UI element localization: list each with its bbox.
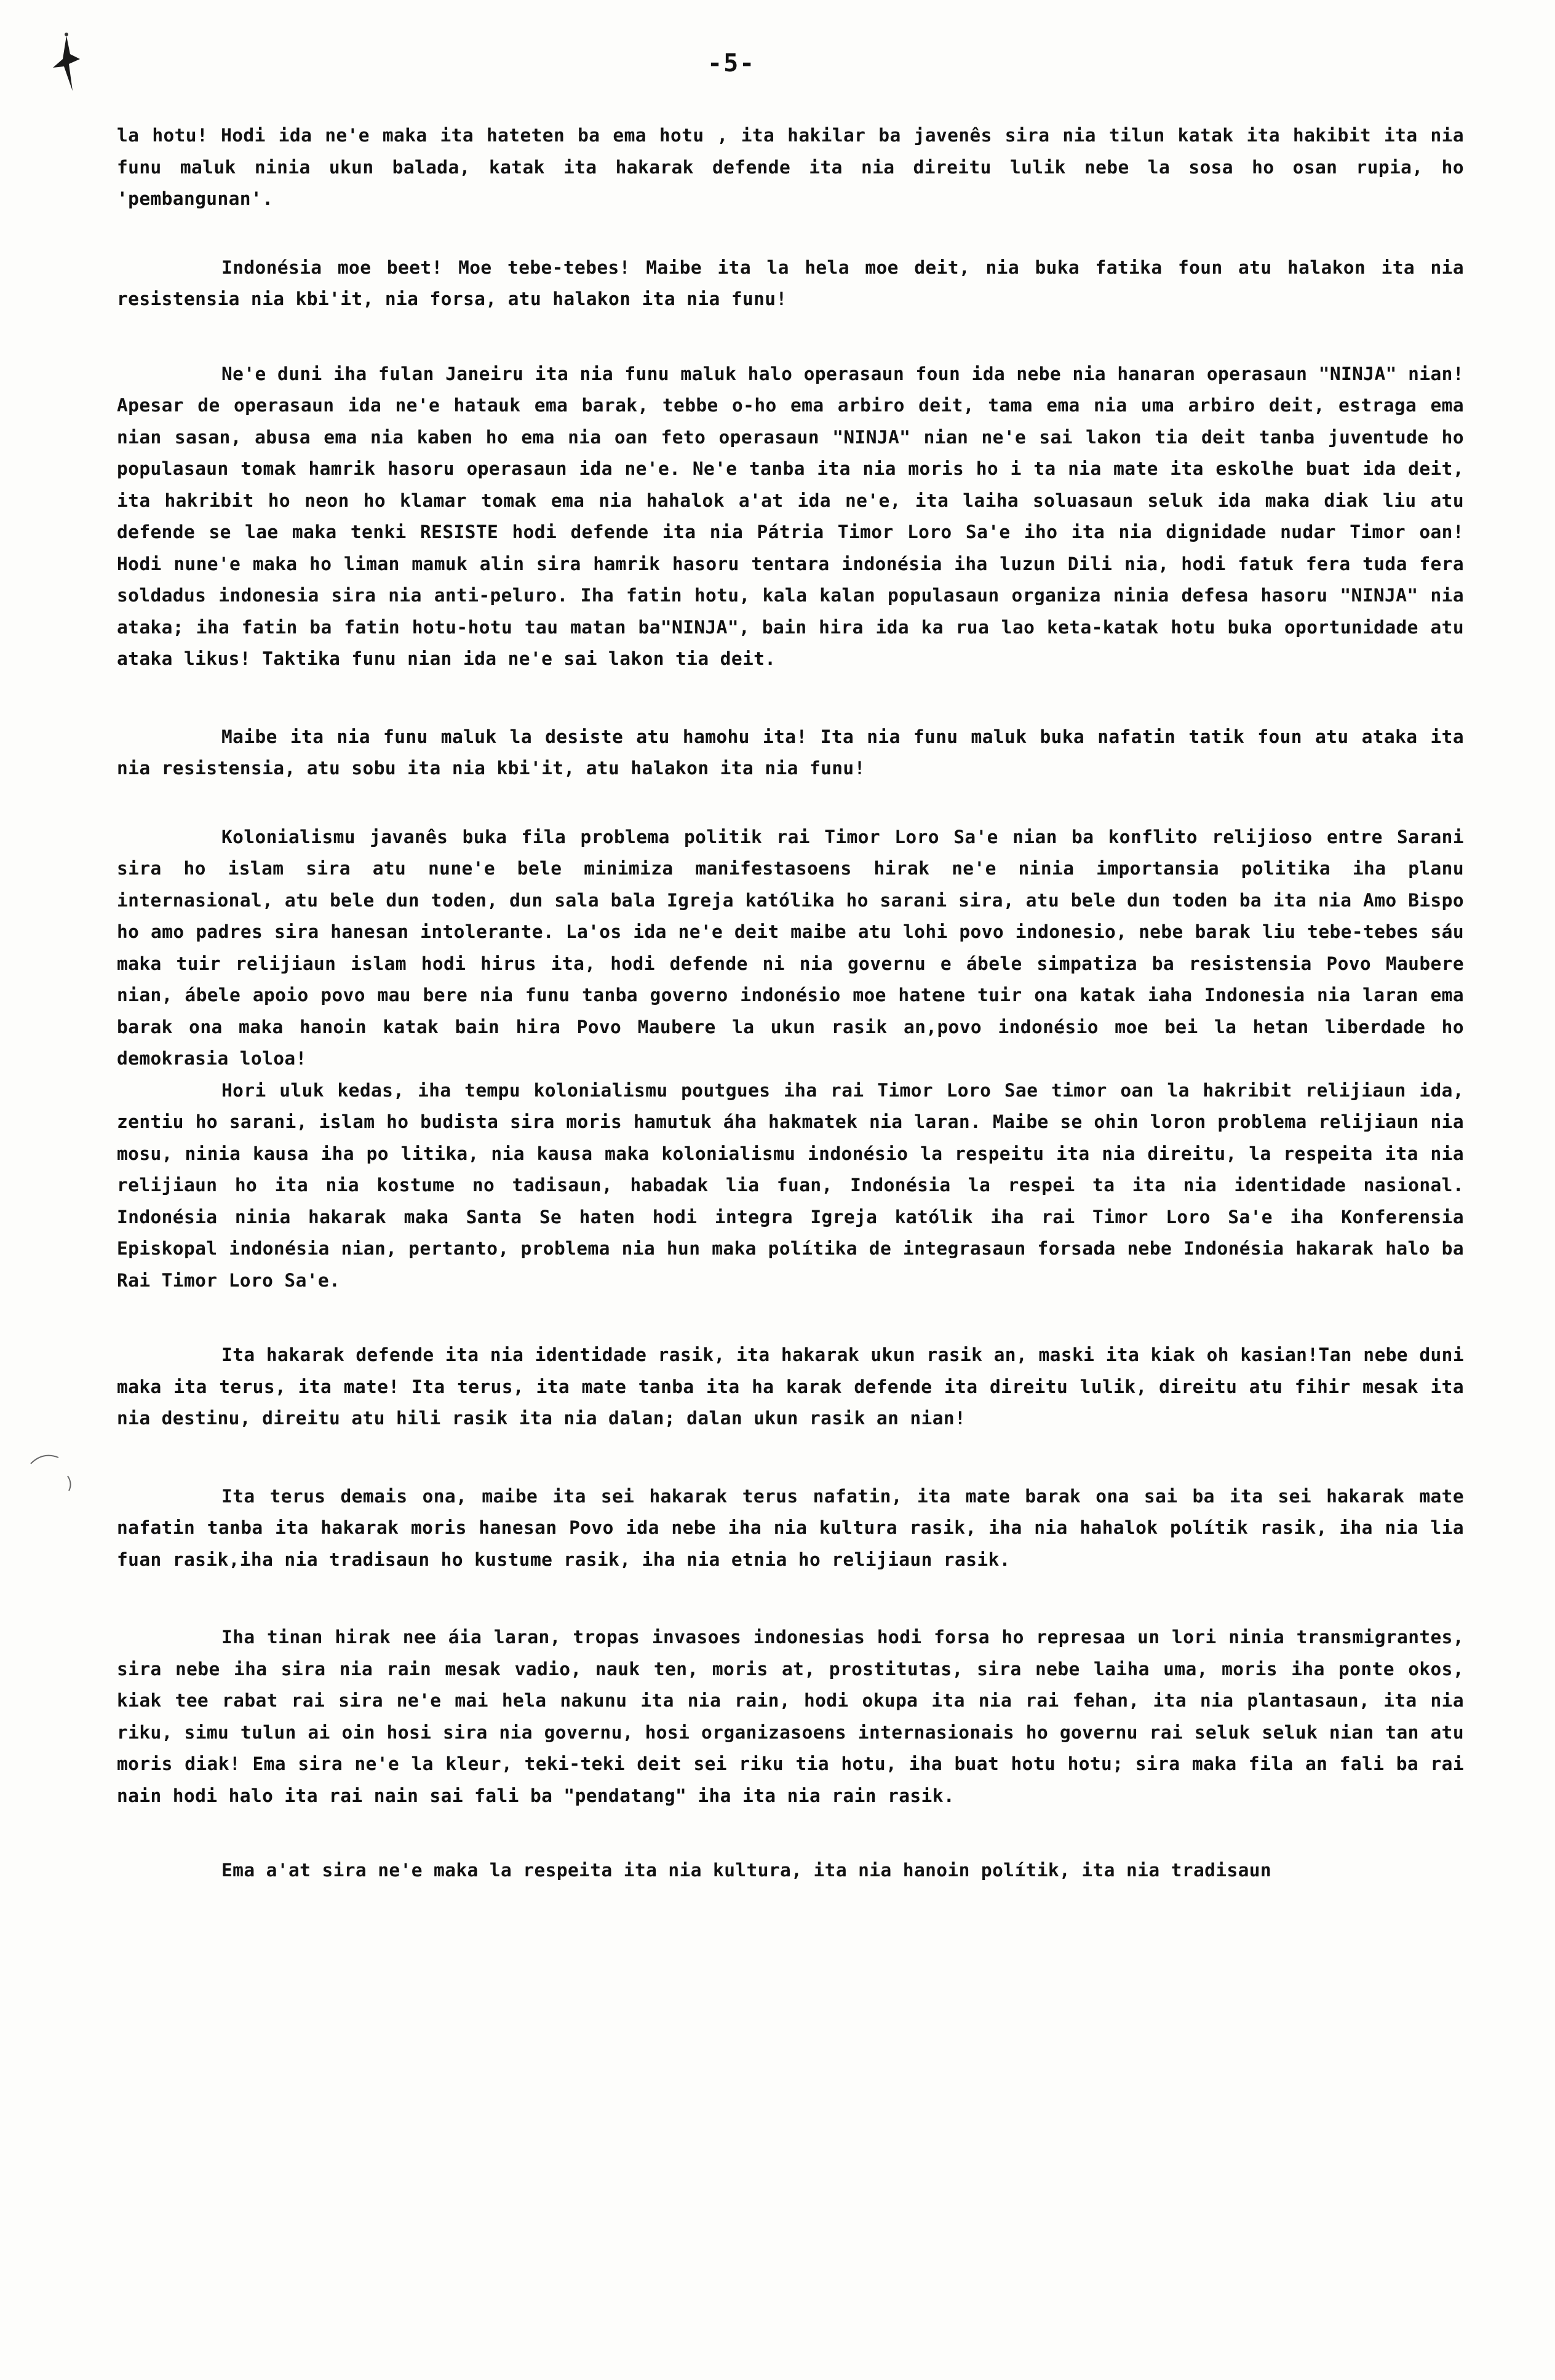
paragraph-10: Ema a'at sira ne'e maka la respeita ita nia kultura, ita nia hanoin polítik, ita nia tradisaun [221,1860,1272,1881]
paragraph-2: Indonésia moe beet! Moe tebe-tebes! Maibe ita la hela moe deit, nia buka fatika foun atu halakon ita nia resistensia nia kbi'it, nia forsa, atu halakon ita nia funu! [117,256,1464,309]
paragraph-3: Ne'e duni iha fulan Janeiru ita nia funu maluk halo operasaun foun ida nebe nia hanaran operasaun "NINJA" nian! Apesar de operasaun ida ne'e hatauk ema barak, tebbe o-ho ema arbiro deit, tama ema nia uma arbiro deit, estraga ema nian sasan, abusa ema nia kaben ho ema nia oan feto operasaun "NINJA" nian ne'e sai lakon tia deit tanba juventude ho populasaun tomak hamrik hasoru operasaun ida ne'e. Ne'e tanba ita nia moris ho i ta nia mate ita eskolhe buat ida deit, ita hakribit ho neon ho klamar tomak ema nia hahalok a'at ida ne'e, ita laiha soluasaun seluk ida maka diak liu atu defende se lae maka tenki RESISTE hodi defende ita nia Pátria Timor Loro Sa'e iho ita nia dignidade nudar Timor oan! Hodi nune'e maka ho liman mamuk alin sira hamrik hasoru tentara indonésia iha luzun Dili nia, hodi fatuk fera tuda fera soldadus indonesia sira nia anti-peluro. Iha fatin hotu, kala kalan populasaun organiza ninia defesa hasoru "NINJA" nia ataka; iha fatin ba fatin hotu-hotu tau matan ba"NINJA", bain hira ida ka rua lao keta-katak hotu buka oportunidade atu ataka likus! Taktika funu nian ida ne'e sai lakon tia deit. [117,363,1464,669]
paragraph-8: Ita terus demais ona, maibe ita sei hakarak terus nafatin, ita mate barak ona sai ba ita sei hakarak mate nafatin tanba ita hakarak moris hanesan Povo ida nebe iha nia kultura rasik, iha nia hahalok polítik rasik, iha nia lia fuan rasik,iha nia tradisaun ho kustume rasik, iha nia etnia ho relijiaun rasik. [117,1485,1464,1570]
paragraph-5: Kolonialismu javanês buka fila problema politik rai Timor Loro Sa'e nian ba konflito relijioso entre Sarani sira ho islam sira atu nune'e bele minimiza manifestasoens hirak ne'e ninia importansia politika iha planu internasional, atu bele dun toden, dun sala bala Igreja katólika ho sarani sira, atu bele dun toden ba ita nia Amo Bispo ho amo padres sira hanesan intolerante. La'os ida ne'e deit maibe atu lohi povo indonesio, nebe barak liu tebe-tebes sáu maka tuir relijiaun islam hodi hirus ita, hodi defende ni nia governu e ábele simpatiza ba resistensia Povo Maubere nian, ábele apoio povo mau bere nia funu tanba governo indonésio moe hatene tuir ona katak iaha Indonesia nia laran ema barak ona maka hanoin katak bain hira Povo Maubere la ukun rasik an,povo indonésio moe bei la hetan liberdade ho demokrasia loloa! [117,826,1464,1069]
paragraph-9: Iha tinan hirak nee áia laran, tropas invasoes indonesias hodi forsa ho represaa un lori ninia transmigrantes, sira nebe iha sira nia rain mesak vadio, nauk ten, moris at, prostitutas, sira nebe laiha uma, moris iha ponte okos, kiak tee rabat rai sira ne'e mai hela nakunu ita nia rain, hodi okupa ita nia rai fehan, ita nia plantasaun, ita nia riku, simu tulun ai oin hosi sira nia governu, hosi organizasoens internasionais ho governu rai seluk seluk nian tan atu moris diak! Ema sira ne'e la kleur, teki-teki deit sei riku tia hotu, iha buat hotu hotu; sira maka fila an fali ba rai nain hodi halo ita rai nain sai fali ba "pendatang" iha ita nia rain rasik. [117,1627,1464,1806]
margin-bracket-mark-icon [25,1445,80,1494]
paragraph-4: Maibe ita nia funu maluk la desiste atu hamohu ita! Ita nia funu maluk buka nafatin tatik foun atu ataka ita nia resistensia, atu sobu ita nia kbi'it, atu halakon ita nia funu! [117,726,1464,779]
paragraph-7: Ita hakarak defende ita nia identidade rasik, ita hakarak ukun rasik an, maski ita kiak oh kasian!Tan nebe duni maka ita terus, ita mate! Ita terus, ita mate tanba ita ha karak defende ita direitu lulik, direitu atu fihir mesak ita nia destinu, direitu atu hili rasik ita nia dalan; dalan ukun rasik an nian! [117,1344,1464,1429]
document-body [117,120,1464,1887]
page-number: -5- [707,49,756,77]
paragraph-6: Hori uluk kedas, iha tempu kolonialismu poutgues iha rai Timor Loro Sae timor oan la hakribit relijiaun ida, zentiu ho sarani, islam ho budista sira moris hamutuk áha hakmatek nia laran. Maibe se ohin loron problema relijiaun nia mosu, ninia kausa iha po litika, nia kausa maka kolonialismu indonésio la respeitu ita nia direitu, la respeita ita nia relijiaun ho ita nia kostume no tadisaun, habadak lia fuan, Indonésia la respei ta ita nia identidade nasional. Indonésia ninia hakarak maka Santa Se haten hodi integra Igreja katólik iha rai Timor Loro Sa'e iha Konferensia Episkopal indonésia nian, pertanto, problema nia hun maka polítika de integrasaun forsada nebe Indonésia hakarak halo ba Rai Timor Loro Sa'e. [117,1079,1464,1291]
paragraph-1: la hotu! Hodi ida ne'e maka ita hateten ba ema hotu , ita hakilar ba javenês sira nia tilun katak ita hakibit ita nia funu maluk ninia ukun balada, katak ita hakarak defende ita nia direitu lulik nebe la sosa ho osan rupia, ho 'pembangunan'. [117,125,1464,209]
punch-hole-mark-icon [48,30,85,97]
